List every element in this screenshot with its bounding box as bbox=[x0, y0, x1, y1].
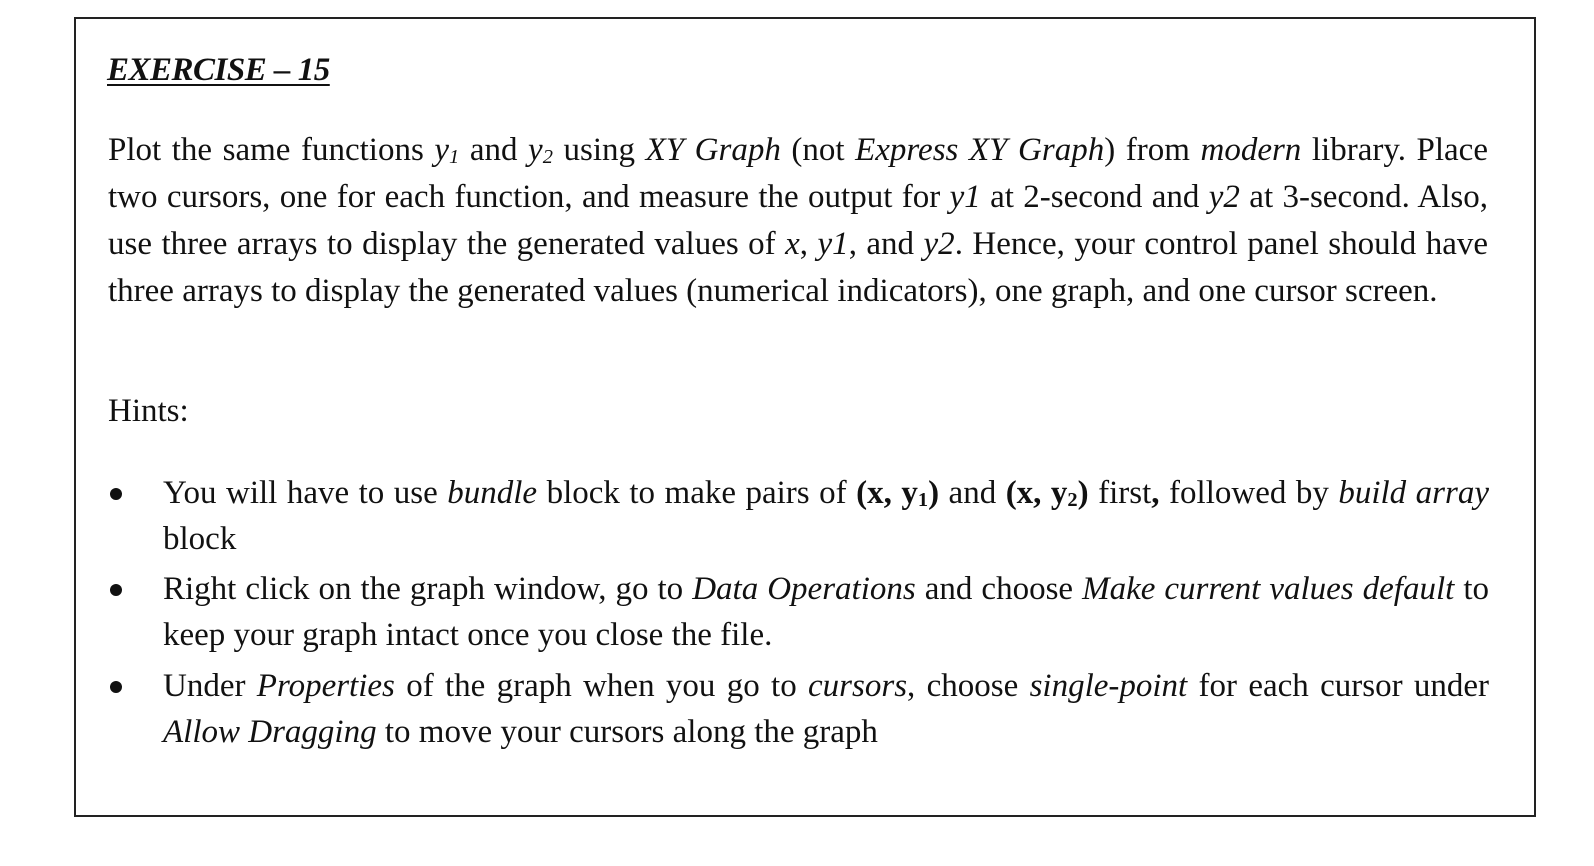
xy-graph-term: XY Graph bbox=[645, 132, 781, 168]
bullet-icon bbox=[110, 488, 122, 500]
text-run: block bbox=[163, 521, 237, 557]
text-run: and bbox=[459, 132, 529, 168]
hints-label: Hints: bbox=[108, 393, 189, 429]
y1-name: y1 bbox=[949, 179, 981, 215]
exercise-title: EXERCISE – 15 bbox=[107, 52, 330, 88]
text-run: at 2-second and bbox=[980, 179, 1209, 215]
x-name: x bbox=[785, 226, 800, 262]
y2-symbol: $y_2$ bbox=[528, 132, 553, 169]
hint-item bbox=[163, 663, 1489, 755]
y2-name: y2 bbox=[923, 226, 955, 262]
pair-x-y2: (x, $y_2$) bbox=[1005, 475, 1089, 512]
y1-name: y1 bbox=[817, 226, 849, 262]
text-run: using bbox=[552, 132, 646, 168]
allow-dragging-term: Allow Dragging bbox=[163, 714, 377, 750]
text-run: and bbox=[939, 475, 1006, 511]
text-run: (not bbox=[780, 132, 856, 168]
single-point-term: single-point bbox=[1029, 668, 1188, 704]
text-run: and choose bbox=[915, 571, 1083, 607]
build-array-term: build array bbox=[1338, 475, 1489, 511]
text-run: first bbox=[1088, 475, 1152, 511]
exercise-paragraph bbox=[108, 127, 1488, 315]
cursors-term: cursors bbox=[808, 668, 908, 704]
text-run: block to make pairs of bbox=[537, 475, 857, 511]
bullet-icon bbox=[110, 584, 122, 596]
bold-comma: , bbox=[1151, 475, 1160, 511]
bundle-term: bundle bbox=[447, 475, 538, 511]
text-run: Plot the same functions bbox=[108, 132, 435, 168]
y2-name: y2 bbox=[1208, 179, 1240, 215]
text-run: , and bbox=[848, 226, 924, 262]
text-run: at 3-second. Also, use three arrays to display the generated values of bbox=[108, 179, 1488, 262]
text-run: to move your cursors along the graph bbox=[376, 714, 878, 750]
pair-x-y1: (x, $y_1$) bbox=[856, 475, 940, 512]
text-run: , choose bbox=[907, 668, 1030, 704]
properties-term: Properties bbox=[256, 668, 395, 704]
hint-item bbox=[163, 470, 1489, 562]
y1-symbol: $y_1$ bbox=[434, 132, 460, 169]
make-default-term: Make current values default bbox=[1082, 571, 1455, 607]
text-run: library. Place two cursors, one for each function, and measure the output for bbox=[108, 132, 1488, 215]
data-operations-term: Data Operations bbox=[692, 571, 916, 607]
text-run: followed by bbox=[1159, 475, 1339, 511]
modern-term: modern bbox=[1200, 132, 1302, 168]
express-xy-graph-term: Express XY Graph bbox=[855, 132, 1105, 168]
text-run: Right click on the graph window, go to bbox=[163, 571, 693, 607]
text-run: ) from bbox=[1104, 132, 1201, 168]
text-run: to keep your graph intact once you close the file. bbox=[163, 571, 1490, 653]
text-run: Under bbox=[163, 668, 257, 704]
text-run: for each cursor under bbox=[1187, 668, 1490, 704]
text-run: , bbox=[799, 226, 818, 262]
text-run: You will have to use bbox=[163, 475, 448, 511]
text-run: . Hence, your control panel should have three arrays to display the generated values (numerical indicators), one graph, and one cursor screen. bbox=[108, 226, 1489, 309]
text-run: of the graph when you go to bbox=[394, 668, 809, 704]
bullet-icon bbox=[110, 681, 122, 693]
hint-item bbox=[163, 566, 1489, 658]
